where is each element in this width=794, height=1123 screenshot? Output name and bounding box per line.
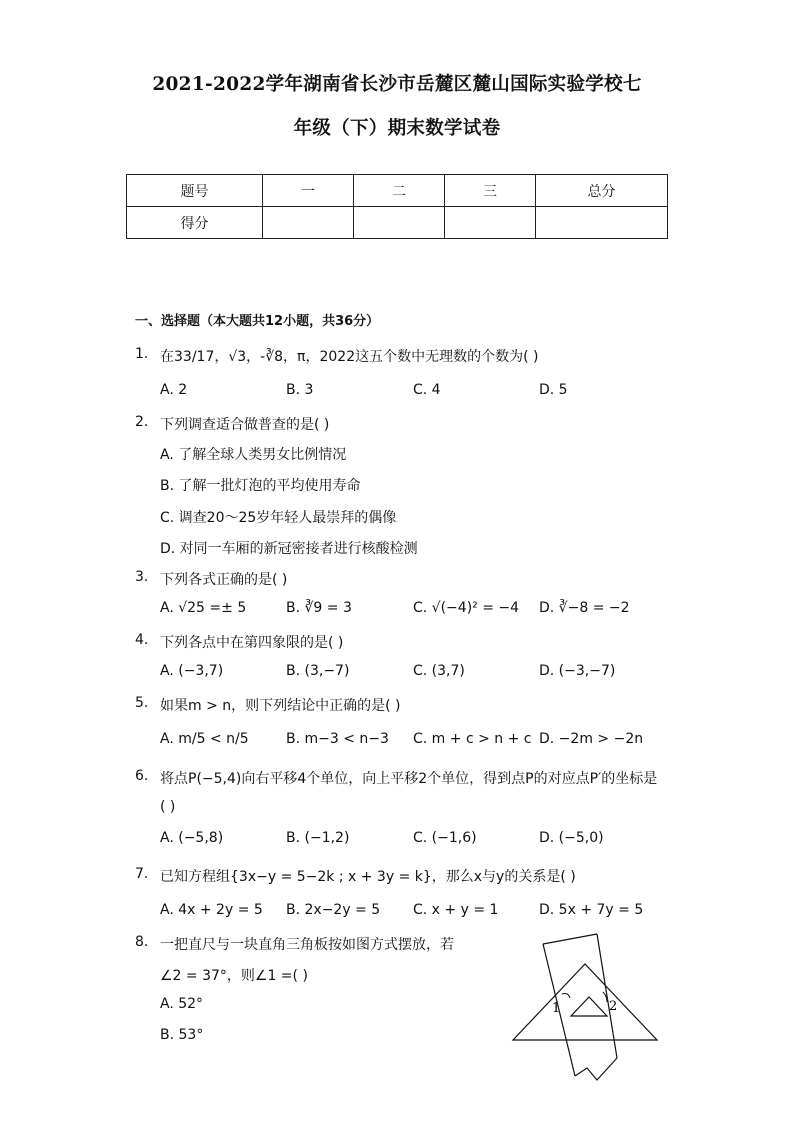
option-a: A. 2 [160, 382, 188, 398]
option-d: D. −2m > −2n [539, 731, 644, 747]
option-b: B. 了解一批灯泡的平均使用寿命 [160, 478, 361, 494]
question-number: 5. [135, 695, 149, 711]
question-text: 已知方程组{3x−y = 5−2k ; x + 3y = k}，那么x与y的关系是( ) [160, 869, 576, 885]
option-c: C. x + y = 1 [413, 902, 499, 918]
option-c: C. 调查20～25岁年轻人最崇拜的偶像 [160, 510, 397, 526]
triangle-inner-shape [571, 997, 607, 1016]
option-b: B. (−1,2) [286, 830, 350, 846]
question-number: 1. [135, 346, 149, 362]
option-d: D. (−3,−7) [539, 663, 616, 679]
option-a: A. √25 =± 5 [160, 600, 247, 616]
option-a: A. 4x + 2y = 5 [160, 902, 263, 918]
question-number: 2. [135, 414, 149, 430]
option-d: D. ∛−8 = −2 [539, 600, 630, 616]
score-row-label: 得分 [127, 207, 263, 239]
option-b: B. (3,−7) [286, 663, 350, 679]
score-header-cell: 三 [445, 175, 536, 207]
score-table [126, 174, 668, 239]
option-c: C. √(−4)² = −4 [413, 600, 520, 616]
score-table-score-row [127, 207, 668, 239]
score-cell[interactable] [263, 207, 354, 239]
option-b: B. 53° [160, 1027, 204, 1043]
option-b: B. 3 [286, 382, 314, 398]
ruler-triangle-figure [505, 930, 665, 1085]
score-header-cell: 题号 [127, 175, 263, 207]
angle-1-label: 1 [552, 1001, 561, 1016]
question-text-cont: ∠2 = 37°，则∠1 =( ) [160, 968, 308, 984]
question-text: 一把直尺与一块直角三角板按如图方式摆放，若 [160, 937, 454, 953]
question-number: 6. [135, 768, 149, 784]
option-a: A. (−3,7) [160, 663, 224, 679]
ruler-top-edge [543, 934, 597, 944]
score-header-cell: 总分 [536, 175, 668, 207]
option-b: B. m−3 < n−3 [286, 731, 389, 747]
question-text: 下列各点中在第四象限的是( ) [160, 635, 344, 651]
option-a: A. (−5,8) [160, 830, 224, 846]
option-d: D. 5x + 7y = 5 [539, 902, 644, 918]
option-c: C. 4 [413, 382, 441, 398]
question-text: 将点P(−5,4)向右平移4个单位，向上平移2个单位，得到点P的对应点P′的坐标是 [160, 771, 658, 787]
question-text: 下列调查适合做普查的是( ) [160, 417, 330, 433]
option-b: B. 2x−2y = 5 [286, 902, 381, 918]
ruler-torn-edge [575, 1058, 617, 1080]
option-c: C. (3,7) [413, 663, 465, 679]
question-text: 如果m > n，则下列结论中正确的是( ) [160, 698, 401, 714]
angle-2-label: 2 [609, 999, 618, 1014]
option-d: D. 5 [539, 382, 568, 398]
question-text-cont: ( ) [160, 799, 176, 815]
option-d: D. (−5,0) [539, 830, 604, 846]
score-header-cell: 二 [354, 175, 445, 207]
score-cell[interactable] [354, 207, 445, 239]
score-header-cell: 一 [263, 175, 354, 207]
question-number: 7. [135, 866, 149, 882]
title-line-1: 2021-2022学年湖南省长沙市岳麓区麓山国际实验学校七 [152, 74, 642, 95]
question-number: 4. [135, 632, 149, 648]
option-c: C. m + c > n + c [413, 731, 532, 747]
score-table-header-row [127, 175, 668, 207]
option-d: D. 对同一车厢的新冠密接者进行核酸检测 [160, 541, 418, 557]
question-number: 3. [135, 569, 149, 585]
angle-1-arc [562, 994, 570, 999]
score-cell[interactable] [445, 207, 536, 239]
question-text: 在33/17，√3，-∛8，π，2022这五个数中无理数的个数为( ) [160, 349, 539, 365]
section-title: 一、选择题（本大题共12小题，共36分） [135, 314, 380, 329]
option-a: A. m/5 < n/5 [160, 731, 249, 747]
title-line-2: 年级（下）期末数学试卷 [293, 118, 501, 139]
option-b: B. ∛9 = 3 [286, 600, 352, 616]
score-cell[interactable] [536, 207, 668, 239]
question-number: 8. [135, 934, 149, 950]
option-a: A. 52° [160, 996, 204, 1012]
question-text: 下列各式正确的是( ) [160, 572, 288, 588]
option-c: C. (−1,6) [413, 830, 477, 846]
option-a: A. 了解全球人类男女比例情况 [160, 447, 347, 463]
